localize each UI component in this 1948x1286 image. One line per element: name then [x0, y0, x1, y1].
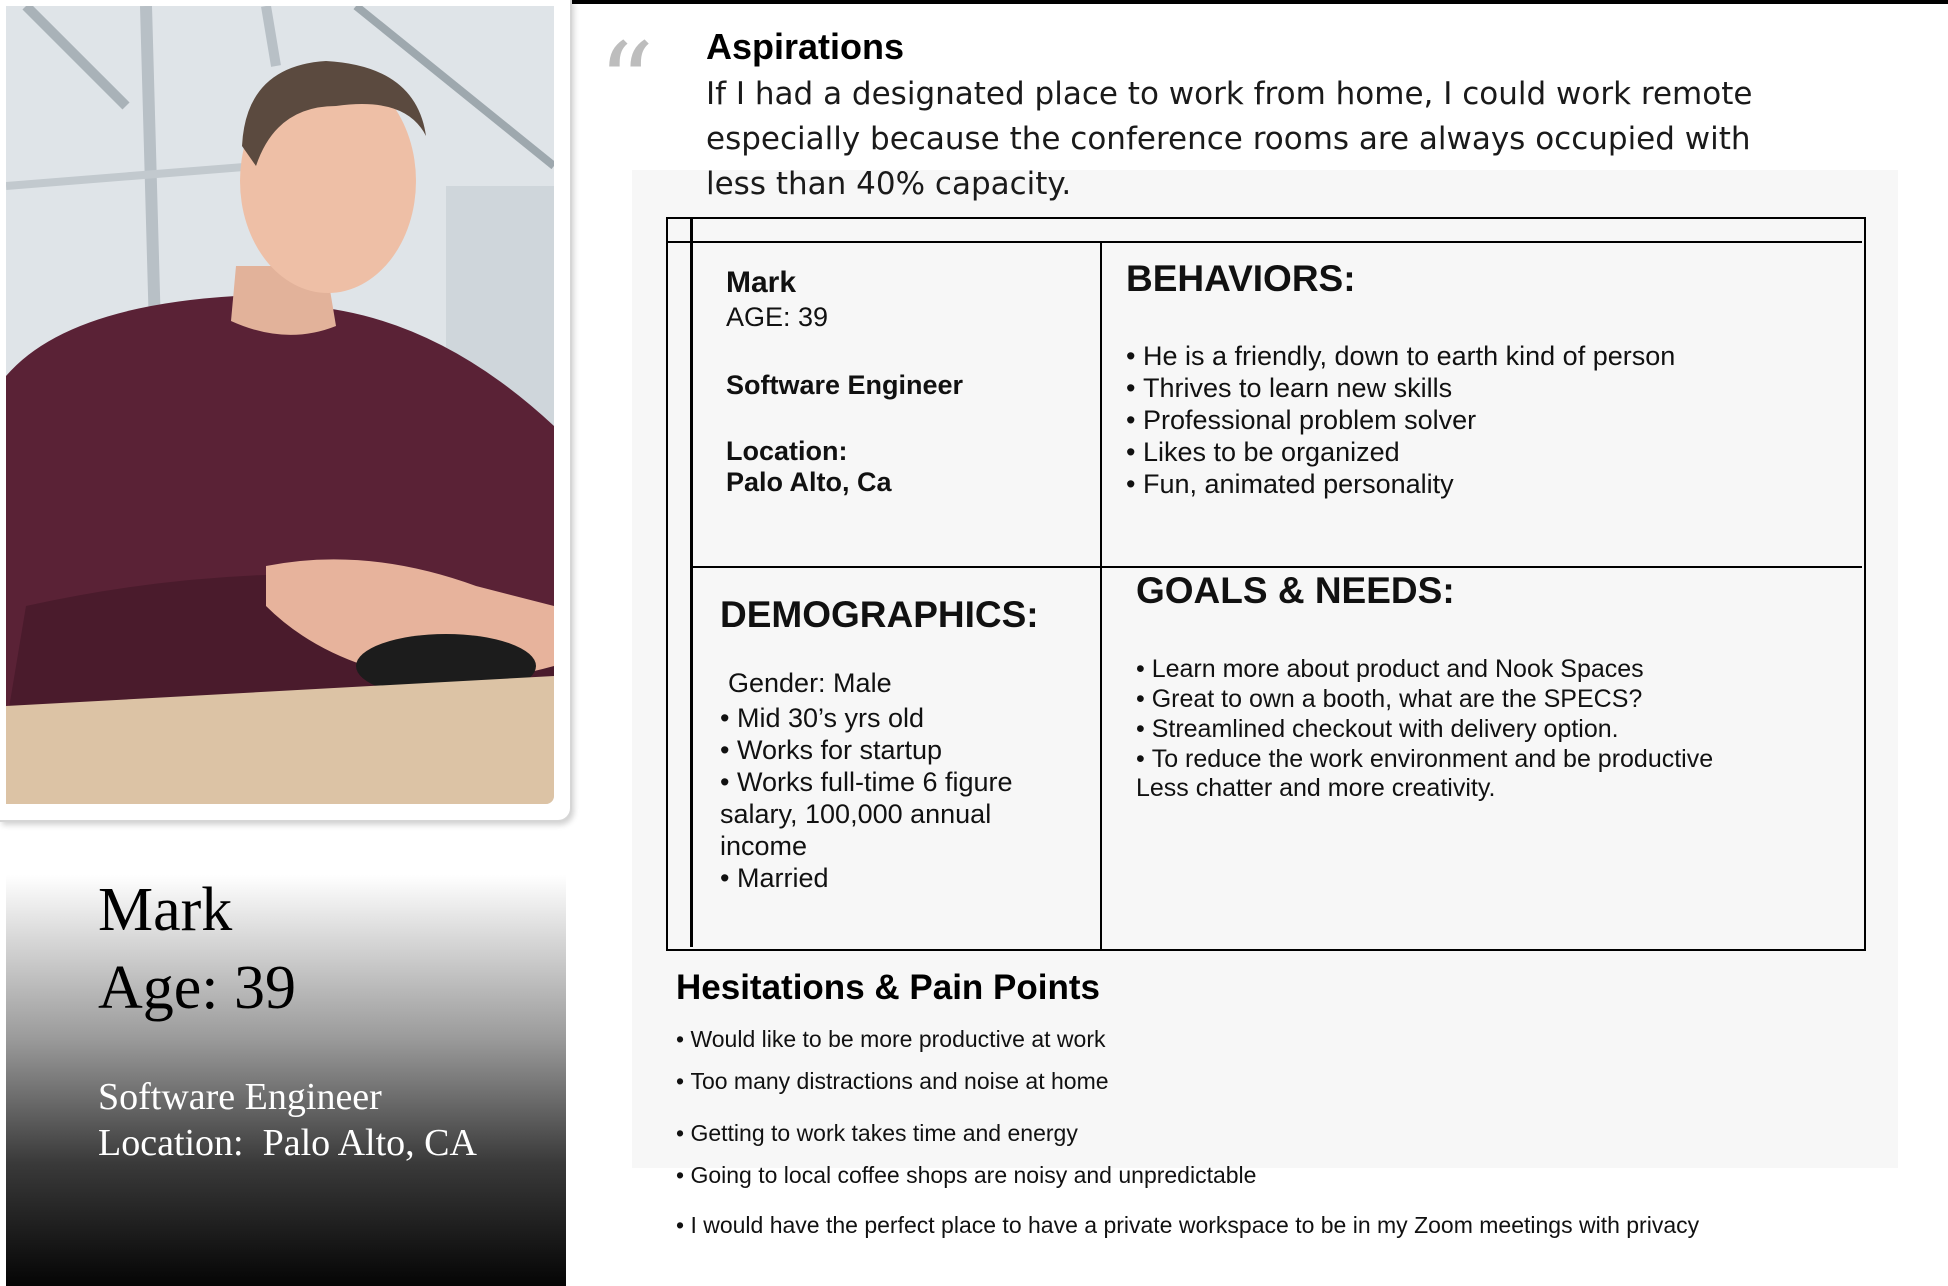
list-item: • Mid 30’s yrs old: [720, 702, 1060, 734]
persona-name: Mark: [726, 266, 797, 299]
grid-vertical-divider: [1100, 241, 1102, 949]
quote-icon: “: [598, 19, 655, 147]
list-item: • Fun, animated personality: [1126, 468, 1675, 500]
aspirations-text: If I had a designated place to work from home, I could work remote especially because the conference rooms are always occupied with less than 40% capacity.: [706, 76, 1753, 202]
hesitation-item: • Getting to work takes time and energy: [676, 1120, 1078, 1147]
persona-location-label: Location:: [726, 436, 848, 466]
demographics-title: DEMOGRAPHICS:: [720, 594, 1039, 635]
card-location: Location: Palo Alto, CA: [98, 1122, 477, 1164]
demographics-gender: Gender: Male: [728, 668, 892, 698]
list-item: • Learn more about product and Nook Spaces: [1136, 654, 1713, 684]
demographics-list: [720, 702, 1060, 894]
card-occupation: Software Engineer: [98, 1076, 382, 1118]
hesitation-item: • Going to local coffee shops are noisy and unpredictable: [676, 1162, 1256, 1189]
photo-card: [0, 0, 572, 822]
hesitation-item: • I would have the perfect place to have a private workspace to be in my Zoom meetings with privacy: [676, 1212, 1699, 1239]
grid-top-bar: [666, 217, 1862, 243]
behaviors-list: [1126, 340, 1675, 500]
list-item: • Works full-time 6 figure salary, 100,000 annual income: [720, 766, 1060, 862]
goals-list: [1136, 654, 1713, 774]
list-item: • Professional problem solver: [1126, 404, 1675, 436]
hesitation-item: • Too many distractions and noise at home: [676, 1068, 1109, 1095]
grid-horizontal-divider: [690, 566, 1862, 568]
list-item: • He is a friendly, down to earth kind of person: [1126, 340, 1675, 372]
card-age: Age: 39: [98, 954, 297, 1022]
list-item: • Thrives to learn new skills: [1126, 372, 1675, 404]
goals-extra-line: Less chatter and more creativity.: [1136, 774, 1496, 802]
persona-age: AGE: 39: [726, 302, 829, 332]
card-name: Mark: [98, 876, 233, 944]
list-item: • Married: [720, 862, 1060, 894]
list-item: • Great to own a booth, what are the SPECS?: [1136, 684, 1713, 714]
name-panel: [6, 875, 566, 1286]
aspirations-title: Aspirations: [706, 26, 905, 67]
persona-location-value: Palo Alto, Ca: [726, 467, 892, 497]
behaviors-title: BEHAVIORS:: [1126, 258, 1356, 299]
persona-photo: [6, 6, 554, 804]
grid-left-bar: [666, 217, 693, 947]
list-item: • To reduce the work environment and be productive: [1136, 744, 1713, 774]
persona-occupation: Software Engineer: [726, 370, 964, 400]
list-item: • Likes to be organized: [1126, 436, 1675, 468]
goals-title: GOALS & NEEDS:: [1136, 570, 1455, 611]
list-item: • Works for startup: [720, 734, 1060, 766]
list-item: • Streamlined checkout with delivery option.: [1136, 714, 1713, 744]
hesitation-item: • Would like to be more productive at work: [676, 1026, 1106, 1053]
hesitations-title: Hesitations & Pain Points: [676, 968, 1100, 1007]
